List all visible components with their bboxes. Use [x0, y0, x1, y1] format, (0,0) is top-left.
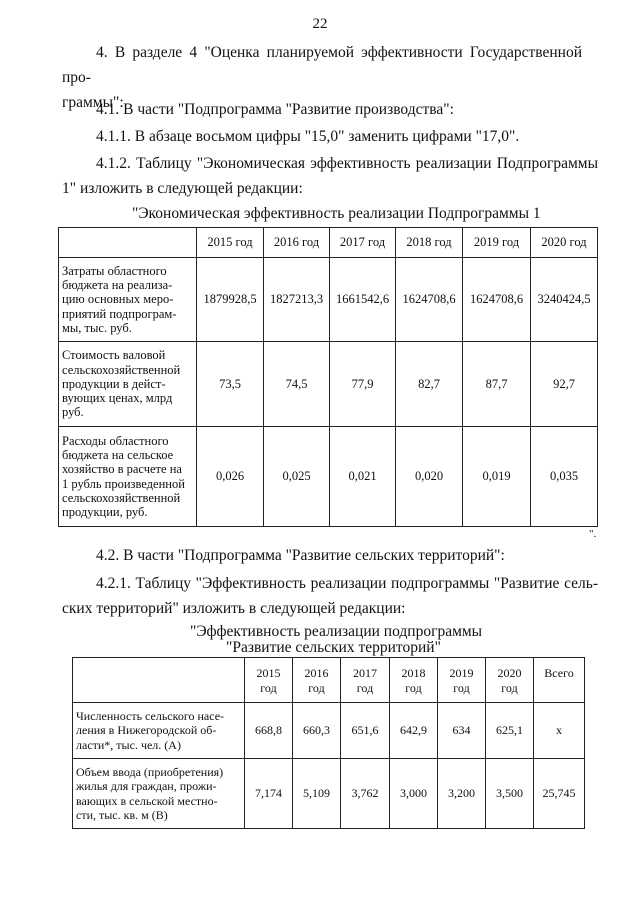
value-cell: 3,200 — [438, 759, 486, 829]
row-label-line: ления в Нижегородской об- — [76, 723, 217, 738]
table-2-header-cell — [293, 658, 341, 703]
table-row — [59, 427, 598, 527]
item-4-1-paragraph: 4.1. В части "Подпрограмма "Развитие производства": — [96, 101, 454, 118]
table-1-header-cell: 2019 год — [463, 228, 531, 258]
value-cell: 7,174 — [245, 759, 293, 829]
value-cell: 0,019 — [463, 427, 531, 527]
header-year: 2020 — [497, 666, 522, 680]
table-1-header-cell: 2017 год — [330, 228, 396, 258]
row-label — [59, 342, 197, 427]
header-unit: год — [453, 681, 470, 695]
table-row — [59, 258, 598, 342]
value-cell: 92,7 — [531, 342, 598, 427]
value-cell: 651,6 — [341, 703, 390, 759]
item-4-2-1-line-1-text: 4.2.1. Таблицу "Эффективность реализации подпрограммы "Развитие сель- — [96, 575, 598, 592]
item-4-2-1-line-2: ских территорий" изложить в следующей редакции: — [62, 600, 406, 617]
table-2-header-cell — [534, 658, 585, 703]
rural-development-efficiency-table — [72, 657, 585, 829]
row-label-line: приятий подпрограм- — [62, 306, 177, 321]
table-1-header-row — [59, 228, 598, 258]
row-label-line: Расходы областного — [62, 433, 169, 448]
row-label-line: Численность сельского насе- — [76, 708, 225, 723]
table-2-header-cell — [341, 658, 390, 703]
value-cell: 1661542,6 — [330, 258, 396, 342]
page-number: 22 — [312, 16, 328, 32]
value-cell: 1624708,6 — [396, 258, 463, 342]
value-cell: 3240424,5 — [531, 258, 598, 342]
row-label-line: жилья для граждан, прожи- — [76, 779, 217, 793]
row-label-line: руб. — [62, 405, 84, 420]
header-unit: год — [405, 681, 422, 695]
row-label — [73, 759, 245, 829]
table-1-header-cell: 2016 год — [264, 228, 330, 258]
value-cell: 1624708,6 — [463, 258, 531, 342]
value-cell: 74,5 — [264, 342, 330, 427]
value-cell: 82,7 — [396, 342, 463, 427]
section-4-line-1: 4. В разделе 4 "Оценка планируемой эффективности Государственной про- — [62, 44, 582, 86]
header-year: 2016 — [304, 666, 329, 680]
value-cell: 3,762 — [341, 759, 390, 829]
header-unit: год — [260, 681, 277, 695]
row-label-line: вающих в сельской местно- — [76, 793, 218, 808]
value-cell: 0,020 — [396, 427, 463, 527]
item-4-1-1-paragraph: 4.1.1. В абзаце восьмом цифры "15,0" заменить цифрами "17,0". — [96, 128, 520, 145]
table-2-header-cell — [390, 658, 438, 703]
value-cell: 634 — [438, 703, 486, 759]
header-year: 2019 — [449, 666, 474, 680]
value-cell: 0,035 — [531, 427, 598, 527]
header-unit: год — [356, 681, 374, 695]
value-cell: 625,1 — [486, 703, 534, 759]
row-label — [73, 703, 245, 759]
item-4-1-2-line-1-text: 4.1.2. Таблицу "Экономическая эффективность реализации Подпрограммы — [96, 155, 598, 172]
closing-quote: ". — [589, 528, 597, 540]
table-1-caption: "Экономическая эффективность реализации Подпрограммы 1 — [132, 205, 541, 222]
table-2-header-cell — [73, 658, 245, 703]
value-cell: 0,021 — [330, 427, 396, 527]
row-label-line: Стоимость валовой — [62, 348, 166, 363]
row-label-line: сти, тыс. кв. м (В) — [76, 808, 168, 822]
table-row — [73, 759, 585, 829]
row-label-line: хозяйство в расчете на — [62, 462, 182, 477]
row-label-line: сельскохозяйственной — [62, 490, 181, 505]
economic-efficiency-table — [58, 227, 598, 527]
header-unit: год — [501, 681, 518, 695]
header-year: 2015 — [256, 666, 281, 680]
header-total: Всего — [544, 666, 574, 680]
header-year: 2017 — [353, 666, 377, 680]
value-cell: 0,025 — [264, 427, 330, 527]
row-label-line: цию основных меро- — [62, 292, 174, 307]
table-2-header-row — [73, 658, 585, 703]
value-cell: 642,9 — [390, 703, 438, 759]
table-row — [73, 703, 585, 759]
value-cell: 73,5 — [197, 342, 264, 427]
value-cell: 77,9 — [330, 342, 396, 427]
table-2-header-cell — [438, 658, 486, 703]
row-label — [59, 258, 197, 342]
row-label-line: продукции в дейст- — [62, 376, 166, 391]
value-cell: х — [534, 703, 585, 759]
table-row — [59, 342, 598, 427]
row-label-line: 1 рубль произведенной — [62, 476, 185, 491]
row-label-line: бюджета на сельское — [62, 448, 174, 463]
value-cell: 668,8 — [245, 703, 293, 759]
value-cell: 3,500 — [486, 759, 534, 829]
value-cell: 1879928,5 — [197, 258, 264, 342]
value-cell: 0,026 — [197, 427, 264, 527]
item-4-1-2-line-2: 1" изложить в следующей редакции: — [62, 180, 303, 197]
row-label — [59, 427, 197, 527]
item-4-2-paragraph: 4.2. В части "Подпрограмма "Развитие сельских территорий": — [96, 547, 505, 564]
item-4-1-2-line-1 — [96, 151, 598, 176]
header-year: 2018 — [401, 666, 426, 680]
row-label-line: бюджета на реализа- — [62, 278, 173, 293]
table-2-caption-line-2: "Развитие сельских территорий" — [226, 639, 441, 656]
section-4-line-2: граммы": — [62, 94, 124, 111]
value-cell: 87,7 — [463, 342, 531, 427]
table-2-header-cell — [245, 658, 293, 703]
row-label-line: мы, тыс. руб. — [62, 320, 132, 335]
row-label-line: Затраты областного — [62, 263, 167, 278]
table-1-header-cell: 2018 год — [396, 228, 463, 258]
value-cell: 660,3 — [293, 703, 341, 759]
value-cell: 25,745 — [534, 759, 585, 829]
row-label-line: продукции, руб. — [62, 504, 148, 519]
header-unit: год — [308, 681, 325, 695]
row-label-line: сельскохозяйственной — [62, 362, 181, 377]
table-2-header-cell — [486, 658, 534, 703]
row-label-line: Объем ввода (приобретения) — [76, 764, 224, 779]
value-cell: 3,000 — [390, 759, 438, 829]
value-cell: 1827213,3 — [264, 258, 330, 342]
table-1-header-cell: 2015 год — [197, 228, 264, 258]
table-1-header-cell: 2020 год — [531, 228, 598, 258]
row-label-line: вующих ценах, млрд — [62, 391, 173, 406]
item-4-2-1-line-1 — [96, 571, 598, 596]
table-1-header-cell — [59, 228, 197, 258]
table-2-caption-line-1: "Эффективность реализации подпрограммы — [190, 623, 483, 640]
value-cell: 5,109 — [293, 759, 341, 829]
row-label-line: ласти*, тыс. чел. (А) — [76, 737, 181, 752]
